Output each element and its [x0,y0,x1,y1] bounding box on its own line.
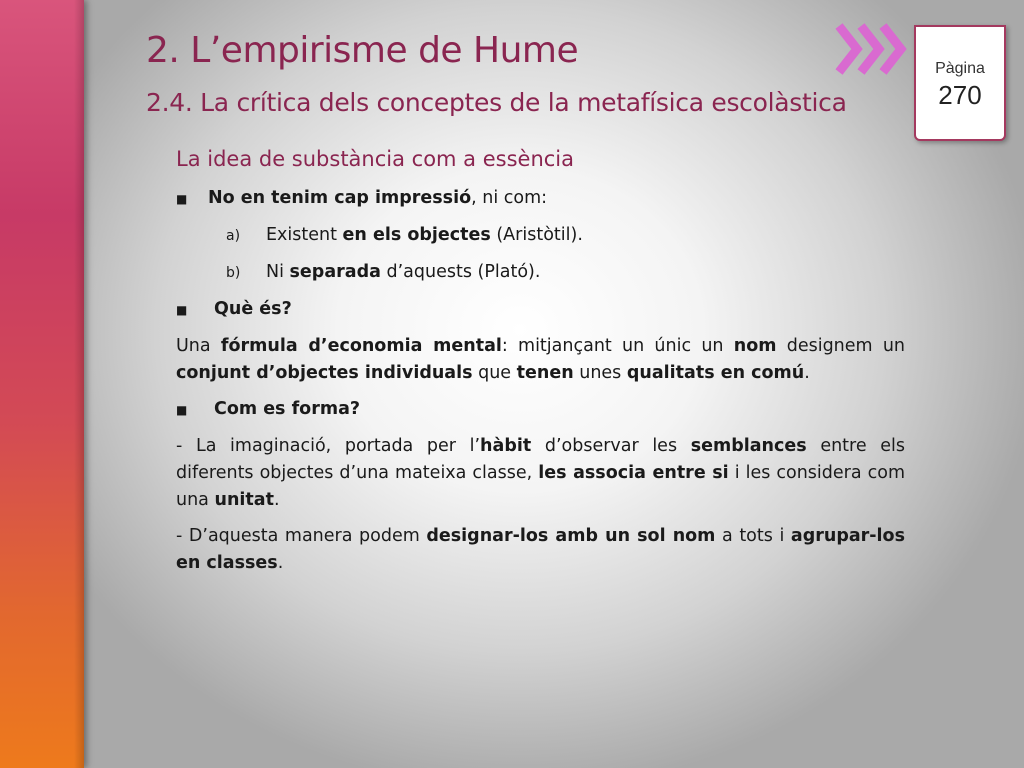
slide-content [176,146,905,586]
bullet-how-formed [176,396,905,424]
bullet-no-impression [176,185,905,213]
sub-item-a [226,222,905,250]
square-bullet-icon: ■ [176,303,188,317]
square-bullet-icon: ■ [176,403,188,417]
paragraph-definition: Una fórmula d’economia mental: mitjançant un únic un nom designem un conjunt d’objectes individuals que tenen unes qualitats en comú. [176,336,906,383]
sub-item-b-text: Ni separada d’aquests (Plató). [266,262,541,282]
page-number: 270 [938,80,982,110]
square-bullet-icon: ■ [176,192,188,206]
paragraph-naming: - D’aquesta manera podem designar-los amb un sol nom a tots i agrupar-los en classes. [176,526,905,573]
sub-marker-b: b) [226,265,241,281]
bullet-what-is [176,296,905,324]
page-label: Pàgina [935,60,985,77]
section-heading: La idea de substància com a essència [176,147,575,171]
sub-item-b [226,259,905,287]
page-number-box [914,25,1006,141]
side-decorative-bar [0,0,84,768]
paragraph-imagination: - La imaginació, portada per l’hàbit d’observar les semblances entre els diferents objectes d’una mateixa classe, les associa entre si i les considera com una unitat. [176,436,905,510]
sub-marker-a: a) [226,228,241,244]
bullet-text: Com es forma? [214,399,361,419]
slide-subtitle: 2.4. La crítica dels conceptes de la metafísica escolàstica [146,88,847,117]
chevrons-decoration-icon [833,20,913,78]
bullet-text: Què és? [214,299,292,319]
sub-item-a-text: Existent en els objectes (Aristòtil). [266,225,583,245]
slide-title: 2. L’empirisme de Hume [146,30,579,71]
bullet-text: No en tenim cap impressió, ni com: [208,188,548,208]
